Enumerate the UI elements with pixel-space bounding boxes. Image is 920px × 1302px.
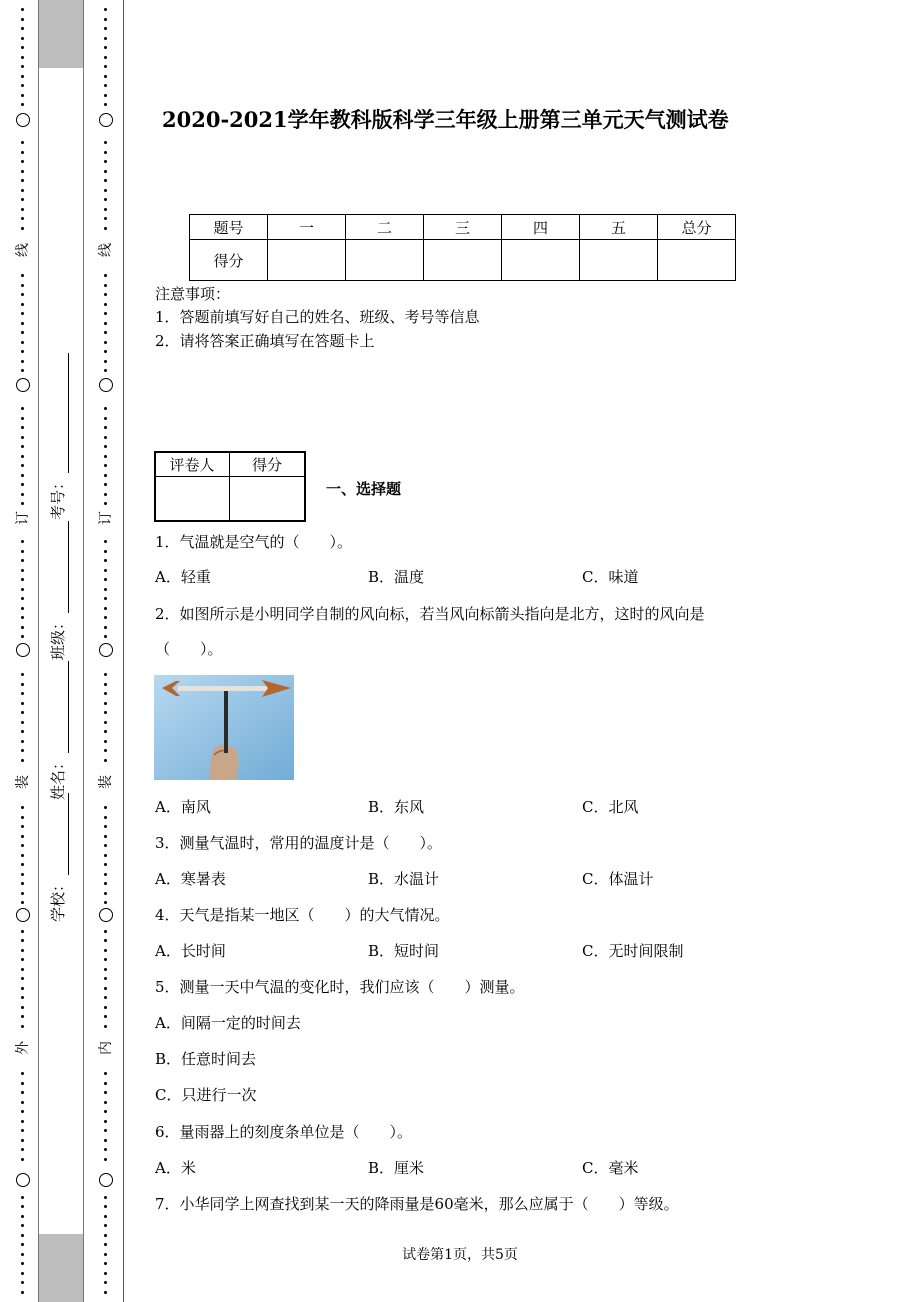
- score-row-label: 得分: [190, 240, 268, 281]
- cut-line-dot: [104, 198, 107, 201]
- class-field[interactable]: 班级：: [47, 521, 69, 660]
- option-a[interactable]: A．长时间: [155, 942, 226, 960]
- cut-line-dot: [21, 1196, 24, 1199]
- cut-line-dot: [104, 1139, 107, 1142]
- cut-line-label: 装: [13, 772, 33, 792]
- cut-line-dot: [21, 873, 24, 876]
- cut-line-dot: [104, 1281, 107, 1284]
- cut-line-dot: [21, 673, 24, 676]
- cut-line-dot: [104, 977, 107, 980]
- cut-line-dot: [21, 407, 24, 410]
- cut-line-dot: [21, 103, 24, 106]
- option-b[interactable]: B．水温计: [368, 870, 440, 888]
- cut-line-dot: [104, 759, 107, 762]
- cut-line-dot: [21, 949, 24, 952]
- cut-line-dot: [21, 75, 24, 78]
- option-b[interactable]: B．东风: [368, 798, 425, 816]
- cut-line-circle: [16, 113, 30, 127]
- cut-line-dot: [21, 540, 24, 543]
- cut-line-dot: [21, 141, 24, 144]
- option-a[interactable]: A．南风: [155, 798, 211, 816]
- cut-line-dot: [21, 1006, 24, 1009]
- cut-line-dot: [21, 331, 24, 334]
- notice-item: 2．请将答案正确填写在答题卡上: [155, 332, 375, 350]
- score-cell[interactable]: [424, 240, 502, 281]
- score-header-cell: 题号: [190, 215, 268, 240]
- score-cell[interactable]: [502, 240, 580, 281]
- cut-line-dot: [104, 939, 107, 942]
- question-stem: 4．天气是指某一地区（ ）的大气情况。: [155, 906, 450, 924]
- option-c[interactable]: C．体温计: [582, 870, 654, 888]
- cut-line-dot: [21, 417, 24, 420]
- cut-line-dot: [21, 854, 24, 857]
- grader-label: 评卷人: [155, 452, 230, 477]
- cut-line-dot: [21, 930, 24, 933]
- cut-line-dot: [21, 1072, 24, 1075]
- cut-line-dot: [21, 958, 24, 961]
- cut-line-dot: [21, 996, 24, 999]
- cut-line-dot: [21, 322, 24, 325]
- cut-line-dot: [21, 341, 24, 344]
- cut-line-dot: [104, 37, 107, 40]
- cut-line-dot: [104, 502, 107, 505]
- cut-line-dot: [21, 1101, 24, 1104]
- cut-line-dot: [21, 198, 24, 201]
- exam-title: 2020-2021学年教科版科学三年级上册第三单元天气测试卷: [162, 107, 729, 132]
- cut-line-dot: [21, 179, 24, 182]
- cut-line-dot: [104, 65, 107, 68]
- cut-line-dot: [104, 293, 107, 296]
- option-a[interactable]: A．米: [155, 1159, 196, 1177]
- cut-line-dot: [104, 1148, 107, 1151]
- cut-line-dot: [21, 683, 24, 686]
- cut-line-dot: [21, 749, 24, 752]
- cut-line-dot: [104, 94, 107, 97]
- cut-line-dot: [104, 949, 107, 952]
- cut-line-dot: [21, 806, 24, 809]
- score-header-cell: 总分: [658, 215, 736, 240]
- cut-line-dot: [104, 27, 107, 30]
- option-a[interactable]: A．轻重: [155, 568, 211, 586]
- cut-line-dot: [104, 1015, 107, 1018]
- cut-line-dot: [21, 721, 24, 724]
- cut-line-dot: [104, 569, 107, 572]
- cut-line-dot: [104, 303, 107, 306]
- cut-line-label: 订: [96, 508, 116, 528]
- cut-line-dot: [104, 607, 107, 610]
- cut-line-dot: [104, 626, 107, 629]
- cut-line-dot: [21, 635, 24, 638]
- cut-line-dot: [21, 46, 24, 49]
- cut-line-dot: [21, 18, 24, 21]
- cut-line-dot: [104, 426, 107, 429]
- cut-line-dot: [21, 369, 24, 372]
- cut-line-dot: [104, 673, 107, 676]
- cut-line-dot: [21, 455, 24, 458]
- cut-line-dot: [21, 160, 24, 163]
- cut-line-dot: [21, 607, 24, 610]
- cut-line-circle: [99, 113, 113, 127]
- score-table: [189, 214, 736, 281]
- cut-line-dot: [21, 436, 24, 439]
- score-header-cell: 一: [268, 215, 346, 240]
- option-c[interactable]: C．味道: [582, 568, 639, 586]
- question-stem: 1．气温就是空气的（ ）。: [155, 533, 353, 551]
- cut-line-dot: [104, 1120, 107, 1123]
- cut-line-dot: [21, 1224, 24, 1227]
- cut-line-dot: [104, 1291, 107, 1294]
- cut-line-circle: [99, 1173, 113, 1187]
- cut-line-dot: [21, 27, 24, 30]
- cut-line-dot: [21, 616, 24, 619]
- cut-line-dot: [21, 474, 24, 477]
- cut-line-dot: [104, 806, 107, 809]
- cut-line-dot: [104, 493, 107, 496]
- cut-line-dot: [21, 987, 24, 990]
- cut-line-dot: [104, 331, 107, 334]
- cut-line-dot: [21, 65, 24, 68]
- cut-line-dot: [21, 1110, 24, 1113]
- cut-line-dot: [21, 1215, 24, 1218]
- cut-line-dot: [21, 8, 24, 11]
- cut-line-circle: [16, 1173, 30, 1187]
- cut-line-label: 装: [96, 772, 116, 792]
- cut-line-dot: [104, 350, 107, 353]
- cut-line-dot: [104, 1101, 107, 1104]
- cut-line-label: 外: [13, 1038, 33, 1058]
- notice-item: 1．答题前填写好自己的姓名、班级、考号等信息: [155, 308, 480, 326]
- cut-line-dot: [104, 597, 107, 600]
- cut-line-dot: [21, 882, 24, 885]
- cut-line-dot: [21, 1281, 24, 1284]
- option-b[interactable]: B．温度: [368, 568, 425, 586]
- cut-line-dot: [104, 996, 107, 999]
- cut-line-dot: [104, 227, 107, 230]
- cut-line-dot: [104, 1082, 107, 1085]
- cut-line-dot: [104, 1205, 107, 1208]
- cut-line-dot: [21, 151, 24, 154]
- cut-line-dot: [21, 94, 24, 97]
- cut-line-dot: [104, 692, 107, 695]
- outer-cut-line: [12, 0, 36, 1302]
- cut-line-circle: [99, 643, 113, 657]
- question-stem: 3．测量气温时，常用的温度计是（ ）。: [155, 834, 443, 852]
- option-c[interactable]: C．只进行一次: [155, 1086, 257, 1104]
- cut-line-dot: [104, 18, 107, 21]
- cut-line-label: 订: [13, 508, 33, 528]
- cut-line-dot: [104, 8, 107, 11]
- cut-line-dot: [21, 1139, 24, 1142]
- cut-line-dot: [104, 749, 107, 752]
- cut-line-dot: [104, 1006, 107, 1009]
- cut-line-dot: [104, 436, 107, 439]
- cut-line-dot: [21, 1158, 24, 1161]
- cut-line-dot: [104, 208, 107, 211]
- cut-line-dot: [21, 303, 24, 306]
- cut-line-dot: [104, 56, 107, 59]
- cut-line-dot: [21, 1148, 24, 1151]
- cut-line-dot: [21, 1129, 24, 1132]
- grader-cell[interactable]: [155, 477, 230, 522]
- cut-line-dot: [104, 464, 107, 467]
- question-stem: 2．如图所示是小明同学自制的风向标，若当风向标箭头指向是北方，这时的风向是: [155, 605, 705, 623]
- cut-line-dot: [21, 284, 24, 287]
- cut-line-dot: [104, 1224, 107, 1227]
- cut-line-dot: [21, 835, 24, 838]
- question-stem: 7．小华同学上网查找到某一天的降雨量是60毫米，那么应属于（ ）等级。: [155, 1195, 679, 1213]
- cut-line-dot: [21, 445, 24, 448]
- cut-line-dot: [104, 854, 107, 857]
- cut-line-dot: [21, 426, 24, 429]
- option-b[interactable]: B．厘米: [368, 1159, 425, 1177]
- cut-line-dot: [104, 844, 107, 847]
- cut-line-dot: [104, 882, 107, 885]
- cut-line-dot: [104, 987, 107, 990]
- cut-line-dot: [104, 559, 107, 562]
- cut-line-dot: [21, 816, 24, 819]
- cut-line-dot: [104, 141, 107, 144]
- margin-border: [123, 0, 124, 1302]
- score-header-cell: 四: [502, 215, 580, 240]
- cut-line-circle: [99, 378, 113, 392]
- cut-line-dot: [21, 550, 24, 553]
- cut-line-dot: [21, 350, 24, 353]
- cut-line-dot: [104, 968, 107, 971]
- cut-line-dot: [104, 407, 107, 410]
- cut-line-dot: [104, 683, 107, 686]
- cut-line-label: 线: [13, 240, 33, 260]
- wind-vane-photo: [154, 675, 294, 780]
- cut-line-dot: [21, 692, 24, 695]
- option-a[interactable]: A．寒暑表: [155, 870, 226, 888]
- cut-line-dot: [104, 84, 107, 87]
- cut-line-dot: [21, 84, 24, 87]
- cut-line-dot: [104, 711, 107, 714]
- cut-line-dot: [21, 360, 24, 363]
- score-cell[interactable]: [346, 240, 424, 281]
- cut-line-dot: [104, 1196, 107, 1199]
- cut-line-dot: [104, 835, 107, 838]
- cut-line-dot: [104, 702, 107, 705]
- cut-line-dot: [21, 189, 24, 192]
- cut-line-dot: [21, 1015, 24, 1018]
- cut-line-dot: [21, 312, 24, 315]
- option-c[interactable]: C．毫米: [582, 1159, 639, 1177]
- cut-line-dot: [21, 493, 24, 496]
- cut-line-dot: [104, 103, 107, 106]
- question-stem: 6．量雨器上的刻度条单位是（ ）。: [155, 1123, 413, 1141]
- cut-line-dot: [21, 208, 24, 211]
- cut-line-dot: [104, 1129, 107, 1132]
- option-c[interactable]: C．无时间限制: [582, 942, 684, 960]
- cut-line-dot: [21, 1234, 24, 1237]
- cut-line-dot: [104, 160, 107, 163]
- cut-line-dot: [104, 825, 107, 828]
- cut-line-dot: [21, 588, 24, 591]
- cut-line-dot: [104, 474, 107, 477]
- inner-cut-line: [95, 0, 119, 1302]
- page-footer: 试卷第1页，共5页: [402, 1247, 518, 1263]
- cut-line-dot: [21, 825, 24, 828]
- cut-line-dot: [21, 37, 24, 40]
- cut-line-dot: [21, 939, 24, 942]
- cut-line-dot: [104, 274, 107, 277]
- cut-line-dot: [21, 170, 24, 173]
- cut-line-dot: [21, 274, 24, 277]
- cut-line-label: 内: [96, 1038, 116, 1058]
- cut-line-dot: [104, 360, 107, 363]
- cut-line-label: 线: [96, 240, 116, 260]
- cut-line-dot: [104, 616, 107, 619]
- cut-line-dot: [104, 930, 107, 933]
- cut-line-dot: [21, 1291, 24, 1294]
- cut-line-dot: [104, 170, 107, 173]
- cut-line-dot: [104, 1072, 107, 1075]
- cut-line-dot: [104, 322, 107, 325]
- cut-line-dot: [21, 1205, 24, 1208]
- cut-line-dot: [104, 75, 107, 78]
- cut-line-circle: [16, 908, 30, 922]
- cut-line-dot: [104, 151, 107, 154]
- cut-line-dot: [21, 1091, 24, 1094]
- cut-line-dot: [104, 1025, 107, 1028]
- grader-score-cell[interactable]: [230, 477, 305, 522]
- cut-line-dot: [104, 730, 107, 733]
- cut-line-dot: [104, 863, 107, 866]
- cut-line-dot: [21, 626, 24, 629]
- cut-line-dot: [104, 892, 107, 895]
- cut-line-dot: [104, 217, 107, 220]
- cut-line-dot: [104, 1272, 107, 1275]
- cut-line-dot: [104, 550, 107, 553]
- cut-line-dot: [21, 759, 24, 762]
- cut-line-dot: [21, 217, 24, 220]
- option-a[interactable]: A．间隔一定的时间去: [155, 1014, 301, 1032]
- cut-line-dot: [104, 46, 107, 49]
- cut-line-dot: [104, 578, 107, 581]
- name-field[interactable]: 姓名：: [47, 661, 69, 800]
- cut-line-dot: [104, 417, 107, 420]
- cut-line-dot: [104, 958, 107, 961]
- cut-line-dot: [104, 179, 107, 182]
- cut-line-dot: [21, 1272, 24, 1275]
- cut-line-dot: [104, 1158, 107, 1161]
- cut-line-dot: [21, 502, 24, 505]
- cut-line-dot: [21, 597, 24, 600]
- exam-no-field[interactable]: 考号：: [47, 353, 69, 520]
- cut-line-dot: [21, 1025, 24, 1028]
- cut-line-dot: [104, 1110, 107, 1113]
- cut-line-circle: [99, 908, 113, 922]
- cut-line-dot: [21, 892, 24, 895]
- question-stem: 5．测量一天中气温的变化时，我们应该（ ）测量。: [155, 978, 525, 996]
- cut-line-dot: [104, 341, 107, 344]
- cut-line-dot: [104, 635, 107, 638]
- cut-line-dot: [104, 901, 107, 904]
- cut-line-circle: [16, 643, 30, 657]
- grader-score-label: 得分: [230, 452, 305, 477]
- school-field[interactable]: 学校：: [47, 793, 69, 922]
- score-cell[interactable]: [580, 240, 658, 281]
- cut-line-dot: [21, 901, 24, 904]
- notice-heading: 注意事项：: [155, 285, 231, 303]
- cut-line-dot: [104, 455, 107, 458]
- option-b[interactable]: B．任意时间去: [155, 1050, 257, 1068]
- cut-line-dot: [21, 1120, 24, 1123]
- binding-margin: [0, 0, 125, 1302]
- option-b[interactable]: B．短时间: [368, 942, 440, 960]
- cut-line-dot: [21, 730, 24, 733]
- score-header-cell: 二: [346, 215, 424, 240]
- cut-line-dot: [21, 740, 24, 743]
- cut-line-dot: [21, 293, 24, 296]
- cut-line-dot: [104, 1091, 107, 1094]
- cut-line-dot: [21, 844, 24, 847]
- cut-line-dot: [104, 740, 107, 743]
- question-stem-continued: （ ）。: [155, 640, 223, 658]
- cut-line-dot: [21, 56, 24, 59]
- cut-line-dot: [104, 816, 107, 819]
- cut-line-dot: [104, 1234, 107, 1237]
- section-title: 一、选择题: [326, 480, 402, 498]
- cut-line-dot: [21, 977, 24, 980]
- cut-line-dot: [21, 569, 24, 572]
- cut-line-dot: [104, 1215, 107, 1218]
- cut-line-dot: [104, 445, 107, 448]
- cut-line-dot: [21, 711, 24, 714]
- score-cell[interactable]: [268, 240, 346, 281]
- cut-line-dot: [104, 189, 107, 192]
- cut-line-dot: [21, 464, 24, 467]
- cut-line-dot: [21, 968, 24, 971]
- score-header-cell: 五: [580, 215, 658, 240]
- cut-line-dot: [21, 863, 24, 866]
- cut-line-dot: [21, 1082, 24, 1085]
- cut-line-dot: [21, 483, 24, 486]
- cut-line-dot: [21, 702, 24, 705]
- cut-line-dot: [104, 312, 107, 315]
- cut-line-dot: [104, 721, 107, 724]
- cut-line-dot: [21, 227, 24, 230]
- cut-line-circle: [16, 378, 30, 392]
- option-c[interactable]: C．北风: [582, 798, 639, 816]
- score-header-cell: 三: [424, 215, 502, 240]
- cut-line-dot: [21, 578, 24, 581]
- cut-line-dot: [104, 284, 107, 287]
- score-cell[interactable]: [658, 240, 736, 281]
- cut-line-dot: [104, 483, 107, 486]
- cut-line-dot: [104, 540, 107, 543]
- grader-table: [154, 451, 305, 522]
- cut-line-dot: [104, 369, 107, 372]
- cut-line-dot: [104, 588, 107, 591]
- cut-line-dot: [104, 873, 107, 876]
- cut-line-dot: [21, 559, 24, 562]
